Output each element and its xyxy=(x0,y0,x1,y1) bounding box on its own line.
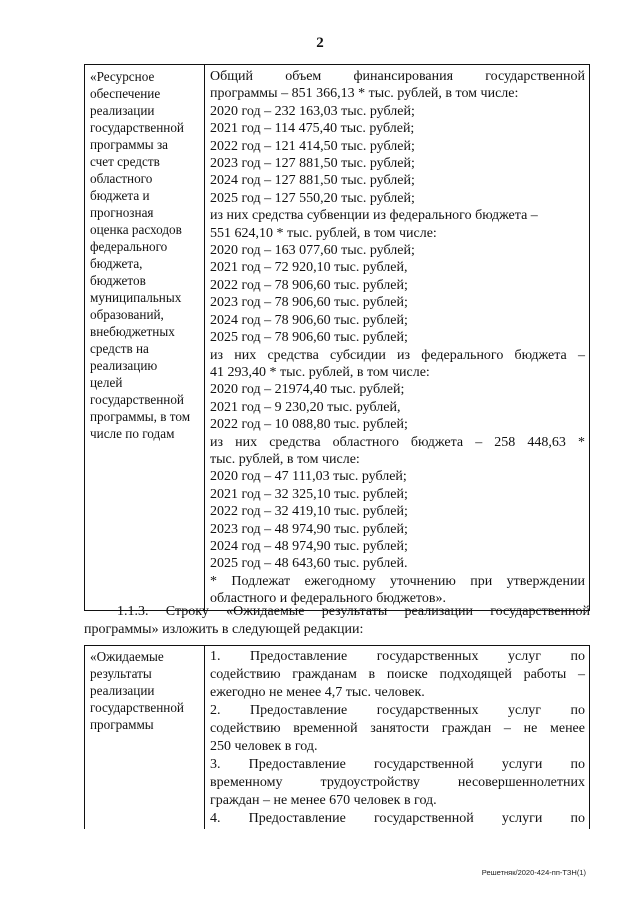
label-line: реализации xyxy=(90,103,155,118)
label-line: прогнозная xyxy=(90,205,154,220)
results-table xyxy=(84,645,590,829)
label-line: средств на xyxy=(90,341,149,356)
table-row xyxy=(85,65,590,611)
content-line: из них средства областного бюджета – 258 448,63 * xyxy=(210,434,585,450)
label-line: «Ожидаемые xyxy=(90,649,164,664)
content-line: содействию гражданам в поиске подходящей работы – xyxy=(210,667,585,682)
content-line: ежегодно не менее 4,7 тыс. человек. xyxy=(210,685,425,700)
content-line: 2020 год – 47 111,03 тыс. рублей; xyxy=(210,469,407,485)
content-line: 2023 год – 78 906,60 тыс. рублей; xyxy=(210,295,408,311)
amendment-paragraph xyxy=(84,603,590,638)
content-line: 2024 год – 78 906,60 тыс. рублей; xyxy=(210,312,408,328)
label-line: внебюджетных xyxy=(90,324,175,339)
label-line: бюджетов xyxy=(90,273,146,288)
paragraph-line: программы» изложить в следующей редакции: xyxy=(84,621,364,637)
row-content-cell xyxy=(205,646,590,830)
content-line: 2024 год – 127 881,50 тыс. рублей; xyxy=(210,173,415,189)
content-line: 2021 год – 114 475,40 тыс. рублей; xyxy=(210,121,415,137)
content-line: из них средства субсидии из федерального бюджета – xyxy=(210,347,585,363)
content-line: 2022 год – 10 088,80 тыс. рублей; xyxy=(210,417,408,433)
content-line: 2020 год – 21974,40 тыс. рублей; xyxy=(210,382,405,398)
label-line: программы xyxy=(90,717,154,732)
label-line: «Ресурсное xyxy=(90,69,155,84)
row-content-cell xyxy=(205,65,590,611)
label-line: областного xyxy=(90,171,153,186)
content-line: 2022 год – 78 906,60 тыс. рублей; xyxy=(210,277,408,293)
label-line: обеспечение xyxy=(90,86,161,101)
resources-table xyxy=(84,64,590,611)
table-row xyxy=(85,646,590,830)
content-line: 2025 год – 78 906,60 тыс. рублей; xyxy=(210,330,408,346)
content-line: 2022 год – 121 414,50 тыс. рублей; xyxy=(210,138,415,154)
content-line: Общий объем финансирования государственной xyxy=(210,69,585,84)
content-line: временному трудоустройству несовершеннолетних xyxy=(210,775,585,790)
label-line: федерального xyxy=(90,239,168,254)
row-label-cell xyxy=(85,646,205,830)
label-line: бюджета и xyxy=(90,188,150,203)
content-line: граждан – не менее 670 человек в год. xyxy=(210,793,437,808)
content-line: 2022 год – 32 419,10 тыс. рублей; xyxy=(210,504,408,520)
content-line: 2025 год – 48 643,60 тыс. рублей. xyxy=(210,556,408,572)
content-line: 551 624,10 * тыс. рублей, в том числе: xyxy=(210,225,437,241)
content-line: 2023 год – 127 881,50 тыс. рублей; xyxy=(210,156,415,172)
content-line: 2021 год – 32 325,10 тыс. рублей; xyxy=(210,486,408,502)
content-line: 2021 год – 9 230,20 тыс. рублей, xyxy=(210,399,401,415)
label-line: счет средств xyxy=(90,154,160,169)
content-line: 2020 год – 232 163,03 тыс. рублей; xyxy=(210,103,415,119)
label-line: программы за xyxy=(90,137,169,152)
label-line: образований, xyxy=(90,307,164,322)
content-line: областного и федерального бюджетов». xyxy=(210,591,446,607)
row-label-cell xyxy=(85,65,205,611)
content-line: 2. Предоставление государственных услуг по xyxy=(210,703,585,718)
page-number: 2 xyxy=(316,35,324,51)
label-line: результаты xyxy=(90,666,152,681)
label-line: реализации xyxy=(90,683,155,698)
label-line: программы, в том xyxy=(90,409,191,424)
paragraph-line: 1.1.3. Строку «Ожидаемые результаты реализации государственной xyxy=(117,604,590,619)
content-line: 2025 год – 127 550,20 тыс. рублей; xyxy=(210,190,415,206)
content-line: 3. Предоставление государственной услуги по xyxy=(210,757,585,772)
document-code: Решетняк/2020-424-пп-ТЗН(1) xyxy=(481,868,586,877)
content-line: 2024 год – 48 974,90 тыс. рублей; xyxy=(210,538,408,554)
content-line: 41 293,40 * тыс. рублей, в том числе: xyxy=(210,364,430,380)
content-line: 2020 год – 163 077,60 тыс. рублей; xyxy=(210,243,415,259)
label-line: государственной xyxy=(90,120,184,135)
label-line: государственной xyxy=(90,392,184,407)
content-line: * Подлежат ежегодному уточнению при утверждении xyxy=(210,573,585,589)
content-line: 250 человек в год. xyxy=(210,739,318,754)
content-line: из них средства субвенции из федерального бюджета – xyxy=(210,208,538,224)
content-line: содействию временной занятости граждан – не менее xyxy=(210,721,585,736)
content-line: программы – 851 366,13 * тыс. рублей, в том числе: xyxy=(210,86,519,102)
content-line: 4. Предоставление государственной услуги по xyxy=(210,811,585,826)
content-line: тыс. рублей, в том числе: xyxy=(210,451,360,467)
content-line: 2021 год – 72 920,10 тыс. рублей, xyxy=(210,260,408,276)
label-line: реализацию xyxy=(90,358,158,373)
label-line: бюджета, xyxy=(90,256,143,271)
label-line: числе по годам xyxy=(90,426,175,441)
label-line: государственной xyxy=(90,700,184,715)
label-line: муниципальных xyxy=(90,290,182,305)
content-line: 2023 год – 48 974,90 тыс. рублей; xyxy=(210,521,408,537)
label-line: целей xyxy=(90,375,123,390)
label-line: оценка расходов xyxy=(90,222,182,237)
content-line: 1. Предоставление государственных услуг по xyxy=(210,649,585,664)
